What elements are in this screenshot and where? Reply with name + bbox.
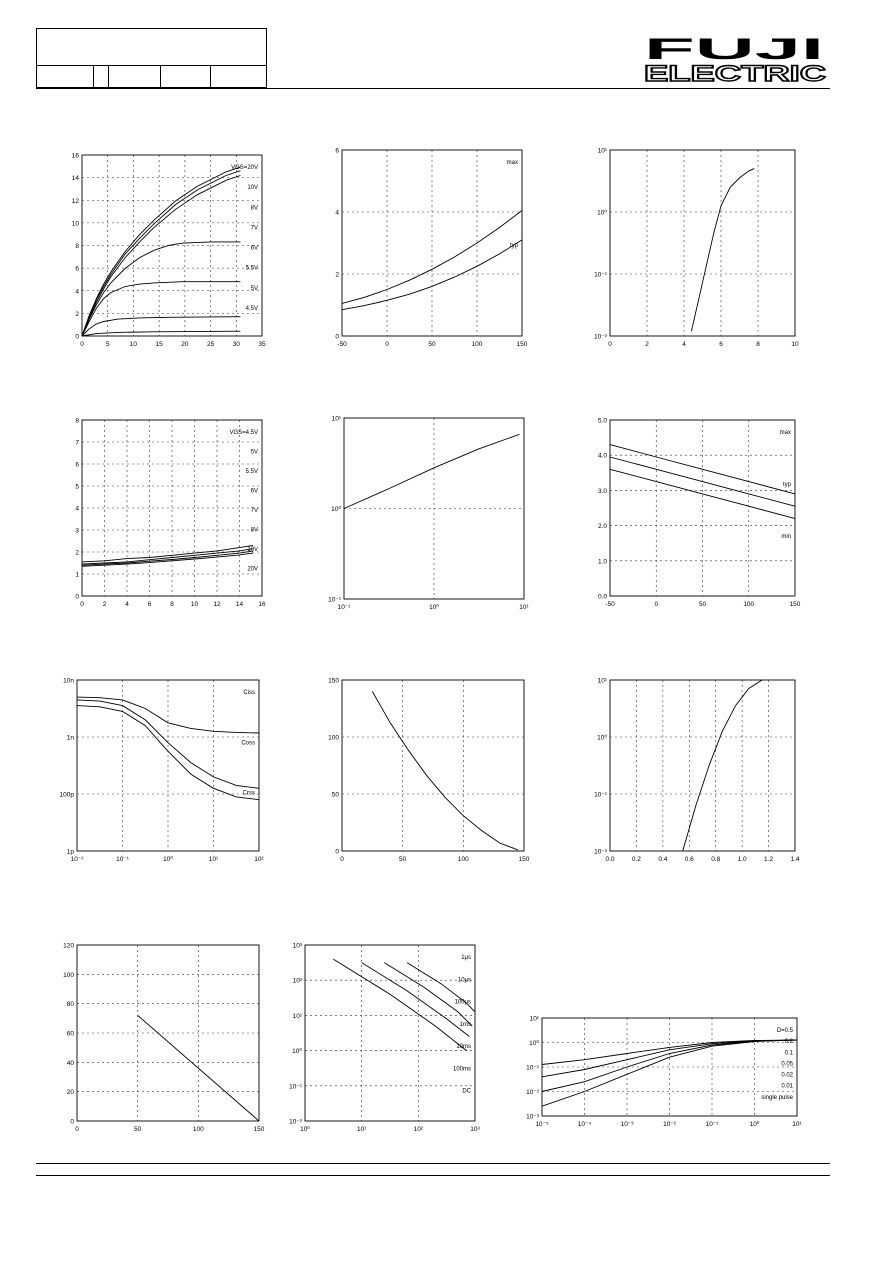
y-tick-label: 10⁰ [597, 734, 607, 742]
curve-label: 1ms [459, 1021, 471, 1028]
footer-rule-top [36, 1163, 830, 1164]
y-tick-label: 0 [335, 333, 339, 341]
y-tick-label: 120 [63, 942, 74, 950]
x-tick-label: 10² [254, 856, 264, 863]
series-line-7v [82, 242, 240, 336]
y-tick-label: 10⁻² [594, 848, 607, 856]
y-tick-label: 4 [335, 209, 339, 217]
header-rule [36, 88, 830, 89]
x-tick-label: 5 [105, 341, 110, 348]
x-tick-label: 12 [213, 601, 221, 608]
x-tick-label: 4 [682, 341, 686, 348]
x-tick-label: 0.2 [631, 856, 641, 863]
x-tick-label: 35 [258, 341, 266, 348]
x-tick-label: 14 [235, 601, 244, 608]
curve-label: 6V [250, 245, 258, 252]
x-tick-label: 1.4 [790, 856, 800, 863]
y-tick-label: 100 [63, 971, 74, 979]
x-tick-label: 0 [608, 341, 612, 348]
series-line-4-5v [82, 331, 240, 336]
x-tick-label: 30 [232, 341, 240, 348]
y-tick-label: 16 [71, 152, 79, 160]
curve-label: 7V [250, 225, 258, 232]
curve-label: 100ms [452, 1066, 471, 1073]
chart-transfer-characteristics [588, 140, 803, 350]
curve-label: 10ms [456, 1044, 471, 1051]
y-tick-label: 10³ [292, 942, 302, 950]
curve-label: Coss [241, 740, 255, 747]
x-tick-label: 15 [155, 341, 163, 348]
y-tick-label: 4 [75, 505, 79, 513]
series-line-eas [372, 691, 518, 850]
title-cell-3 [109, 66, 161, 88]
y-tick-label: 10⁻² [594, 333, 607, 341]
chart-gate-threshold-vs-temperature [588, 410, 803, 610]
y-tick-label: 2 [75, 549, 79, 557]
y-tick-label: 1.0 [597, 558, 607, 566]
y-tick-label: 20 [66, 1089, 74, 1097]
y-tick-label: 10¹ [529, 1015, 539, 1023]
y-tick-label: 6 [75, 461, 79, 469]
series-line-gfs [344, 434, 520, 508]
curve-label: 0.2 [784, 1039, 793, 1046]
series-line-8v [82, 176, 240, 337]
y-tick-label: 10² [292, 977, 302, 985]
x-tick-label: 0 [80, 341, 84, 348]
curve-label: 0.1 [784, 1050, 793, 1057]
y-tick-label: 4 [75, 288, 79, 296]
series-line-100us [384, 963, 472, 1026]
plot-frame [610, 150, 795, 336]
title-cell-5 [211, 66, 266, 88]
y-tick-label: 10 [71, 220, 79, 228]
x-tick-label: 10¹ [208, 856, 219, 863]
x-tick-label: 10¹ [356, 1126, 367, 1133]
series-line-typ [610, 457, 795, 506]
title-cell-2 [94, 66, 109, 88]
curve-label: 0.02 [781, 1072, 793, 1079]
curve-label: 7V [250, 508, 258, 514]
x-tick-label: -50 [605, 601, 615, 608]
title-cell-1 [37, 66, 94, 88]
x-tick-label: -50 [337, 341, 347, 348]
fuji-electric-logo [642, 32, 830, 84]
y-tick-label: 2 [75, 310, 79, 318]
y-tick-label: 1 [75, 571, 79, 579]
x-tick-label: 20 [181, 341, 189, 348]
x-tick-label: 8 [170, 601, 174, 608]
chart-forward-transconductance [322, 408, 532, 613]
y-tick-label: 0 [75, 593, 79, 601]
x-tick-label: 0.6 [684, 856, 694, 863]
x-tick-label: 10¹ [792, 1121, 802, 1128]
x-tick-label: 50 [698, 601, 707, 608]
x-tick-label: 10¹ [519, 604, 529, 611]
curve-label: Ciss [243, 690, 255, 696]
x-tick-label: 1.2 [764, 856, 774, 863]
x-tick-label: 150 [518, 856, 530, 863]
series-line-vgs-20v [82, 167, 240, 336]
series-line-dc [333, 959, 466, 1051]
x-tick-label: 25 [206, 341, 215, 348]
y-tick-label: 4.0 [597, 452, 607, 460]
x-tick-label: 50 [428, 341, 436, 348]
y-tick-label: 12 [71, 197, 79, 205]
chart-output-characteristics [60, 145, 270, 350]
x-tick-label: 10 [190, 601, 199, 608]
x-tick-label: 10⁰ [300, 1126, 310, 1133]
curve-label: 5.5V [245, 469, 258, 475]
x-tick-label: 150 [789, 601, 801, 608]
y-tick-label: 8 [75, 417, 79, 425]
curve-label: 0.05 [781, 1061, 793, 1068]
y-tick-label: 60 [66, 1030, 74, 1038]
curve-label: 10V [247, 547, 258, 553]
y-tick-label: 10¹ [331, 415, 341, 423]
y-tick-label: 100 [328, 734, 339, 742]
curve-label: 1μs [461, 955, 471, 961]
y-tick-label: 5.0 [597, 417, 607, 425]
series-line-1ms [362, 963, 470, 1037]
y-tick-label: 10⁰ [597, 209, 607, 217]
x-tick-label: 10⁻² [663, 1121, 676, 1128]
y-tick-label: 10⁰ [529, 1040, 539, 1047]
curve-label: 5.5V [245, 265, 258, 272]
x-tick-label: 8 [756, 341, 760, 348]
logo-electric: ELECTRIC [644, 61, 827, 84]
x-tick-label: 10³ [470, 1126, 480, 1133]
y-tick-label: 2 [335, 271, 339, 279]
x-tick-label: 10 [129, 341, 138, 348]
x-tick-label: 50 [134, 1126, 142, 1133]
x-tick-label: 10 [791, 341, 799, 348]
y-tick-label: 0 [75, 333, 79, 341]
chart-diode-forward [588, 670, 803, 865]
curve-label: max [779, 430, 791, 436]
x-tick-label: 0 [654, 601, 659, 608]
curve-label: max [506, 160, 518, 166]
plot-frame [610, 680, 795, 851]
x-tick-label: 0 [385, 341, 389, 348]
y-tick-label: 2.0 [597, 523, 607, 531]
chart-transient-thermal-impedance [520, 1008, 805, 1130]
curve-label: 8V [250, 527, 258, 534]
y-tick-label: 0 [70, 1118, 74, 1126]
curve-label: VGS=4.5V [229, 430, 258, 436]
y-tick-label: 10n [63, 677, 74, 685]
curve-label: 0.01 [781, 1083, 793, 1090]
x-tick-label: 1.0 [737, 856, 747, 863]
footer-rule-bottom [36, 1175, 830, 1176]
x-tick-label: 150 [516, 341, 528, 348]
y-tick-label: 6 [75, 265, 79, 273]
y-tick-label: 6 [335, 147, 339, 155]
x-tick-label: 10⁻¹ [705, 1121, 719, 1128]
y-tick-label: 10⁻³ [526, 1113, 539, 1121]
y-tick-label: 10¹ [597, 677, 607, 685]
curve-label: 4.5V [245, 305, 258, 312]
y-tick-label: 80 [66, 1001, 74, 1009]
x-tick-label: 10⁻⁵ [535, 1121, 549, 1128]
y-tick-label: 0 [335, 848, 339, 856]
chart-rdson-vs-id [60, 410, 270, 610]
y-tick-label: 10⁰ [331, 506, 341, 513]
curve-label: Crss [242, 790, 255, 797]
logo-fuji: FUJI [644, 33, 824, 66]
y-tick-label: 3.0 [597, 487, 607, 495]
y-tick-label: 10¹ [292, 1012, 302, 1020]
y-tick-label: 50 [331, 791, 339, 799]
x-tick-label: 0.4 [658, 856, 668, 863]
plot-frame [342, 680, 524, 851]
y-tick-label: 10⁻¹ [526, 1064, 539, 1072]
x-tick-label: 10² [413, 1126, 424, 1133]
curve-label: typ [509, 243, 518, 249]
x-tick-label: 6 [719, 341, 723, 348]
y-tick-label: 10⁻² [526, 1089, 539, 1096]
curve-label: typ [782, 482, 791, 488]
x-tick-label: 10⁻² [70, 856, 84, 863]
series-line-id [691, 169, 754, 332]
x-tick-label: 16 [258, 601, 266, 608]
y-tick-label: 150 [328, 677, 339, 685]
curve-label: D=0.5 [776, 1028, 793, 1034]
series-line-if [683, 680, 762, 851]
y-tick-label: 40 [66, 1059, 74, 1067]
plot-frame [342, 150, 522, 336]
x-tick-label: 2 [645, 341, 649, 348]
x-tick-label: 10⁻¹ [337, 604, 351, 611]
y-tick-label: 1n [66, 734, 74, 742]
x-tick-label: 0.8 [711, 856, 721, 863]
x-tick-label: 0 [340, 856, 344, 863]
x-tick-label: 6 [147, 601, 152, 608]
x-tick-label: 10⁻³ [620, 1121, 634, 1128]
curve-label: DC [462, 1088, 471, 1095]
y-tick-label: 10⁻¹ [289, 1083, 302, 1091]
y-tick-label: 10⁻² [289, 1118, 302, 1126]
x-tick-label: 150 [253, 1126, 265, 1133]
y-tick-label: 1p [66, 848, 74, 856]
curve-label: 20V [247, 566, 258, 573]
curve-label: 5V [250, 449, 258, 456]
y-tick-label: 7 [75, 439, 79, 447]
y-tick-label: 10⁻¹ [594, 271, 607, 279]
plot-frame [305, 945, 475, 1121]
y-tick-label: 0.0 [597, 593, 607, 601]
y-tick-label: 10⁰ [292, 1048, 302, 1056]
x-tick-label: 10⁰ [163, 856, 173, 863]
x-tick-label: 10⁰ [429, 604, 439, 611]
chart-power-dissipation [55, 935, 267, 1135]
curve-label: 100μs [454, 999, 471, 1006]
curve-label: single pulse [761, 1094, 793, 1101]
x-tick-label: 0.0 [605, 856, 615, 863]
chart-capacitance [55, 670, 267, 865]
chart-avalanche-energy [320, 670, 532, 865]
curve-label: 6V [250, 488, 258, 495]
curve-label: min [781, 534, 791, 540]
x-tick-label: 50 [399, 856, 407, 863]
x-tick-label: 100 [471, 341, 483, 348]
x-tick-label: 10⁻¹ [116, 856, 129, 863]
curve-label: 5V [250, 285, 258, 292]
x-tick-label: 10⁻⁴ [577, 1121, 592, 1128]
title-block [36, 28, 267, 88]
curve-label: 8V [250, 205, 258, 212]
chart-safe-operating-area [283, 935, 483, 1135]
series-line-10v [82, 171, 240, 336]
x-tick-label: 0 [75, 1126, 79, 1133]
y-tick-label: 10¹ [597, 147, 607, 155]
title-cell-4 [161, 66, 211, 88]
x-tick-label: 100 [743, 601, 755, 608]
y-tick-label: 3 [75, 527, 79, 535]
y-tick-label: 10⁻¹ [594, 791, 607, 799]
y-tick-label: 8 [75, 243, 79, 250]
curve-label: 10μs [457, 977, 471, 984]
curve-label: 10V [247, 185, 258, 192]
chart-rdson-vs-temperature [320, 140, 530, 350]
x-tick-label: 10⁰ [749, 1121, 760, 1128]
y-tick-label: 14 [71, 175, 79, 183]
y-tick-label: 100p [59, 791, 74, 799]
y-tick-label: 10⁻¹ [328, 596, 341, 604]
x-tick-label: 100 [192, 1126, 204, 1133]
x-tick-label: 100 [457, 856, 469, 863]
x-tick-label: 2 [102, 601, 107, 608]
y-tick-label: 5 [75, 483, 79, 491]
title-row [37, 65, 266, 88]
curve-label: VGS=20V [231, 165, 258, 171]
x-tick-label: 4 [125, 601, 129, 608]
x-tick-label: 0 [80, 601, 84, 608]
